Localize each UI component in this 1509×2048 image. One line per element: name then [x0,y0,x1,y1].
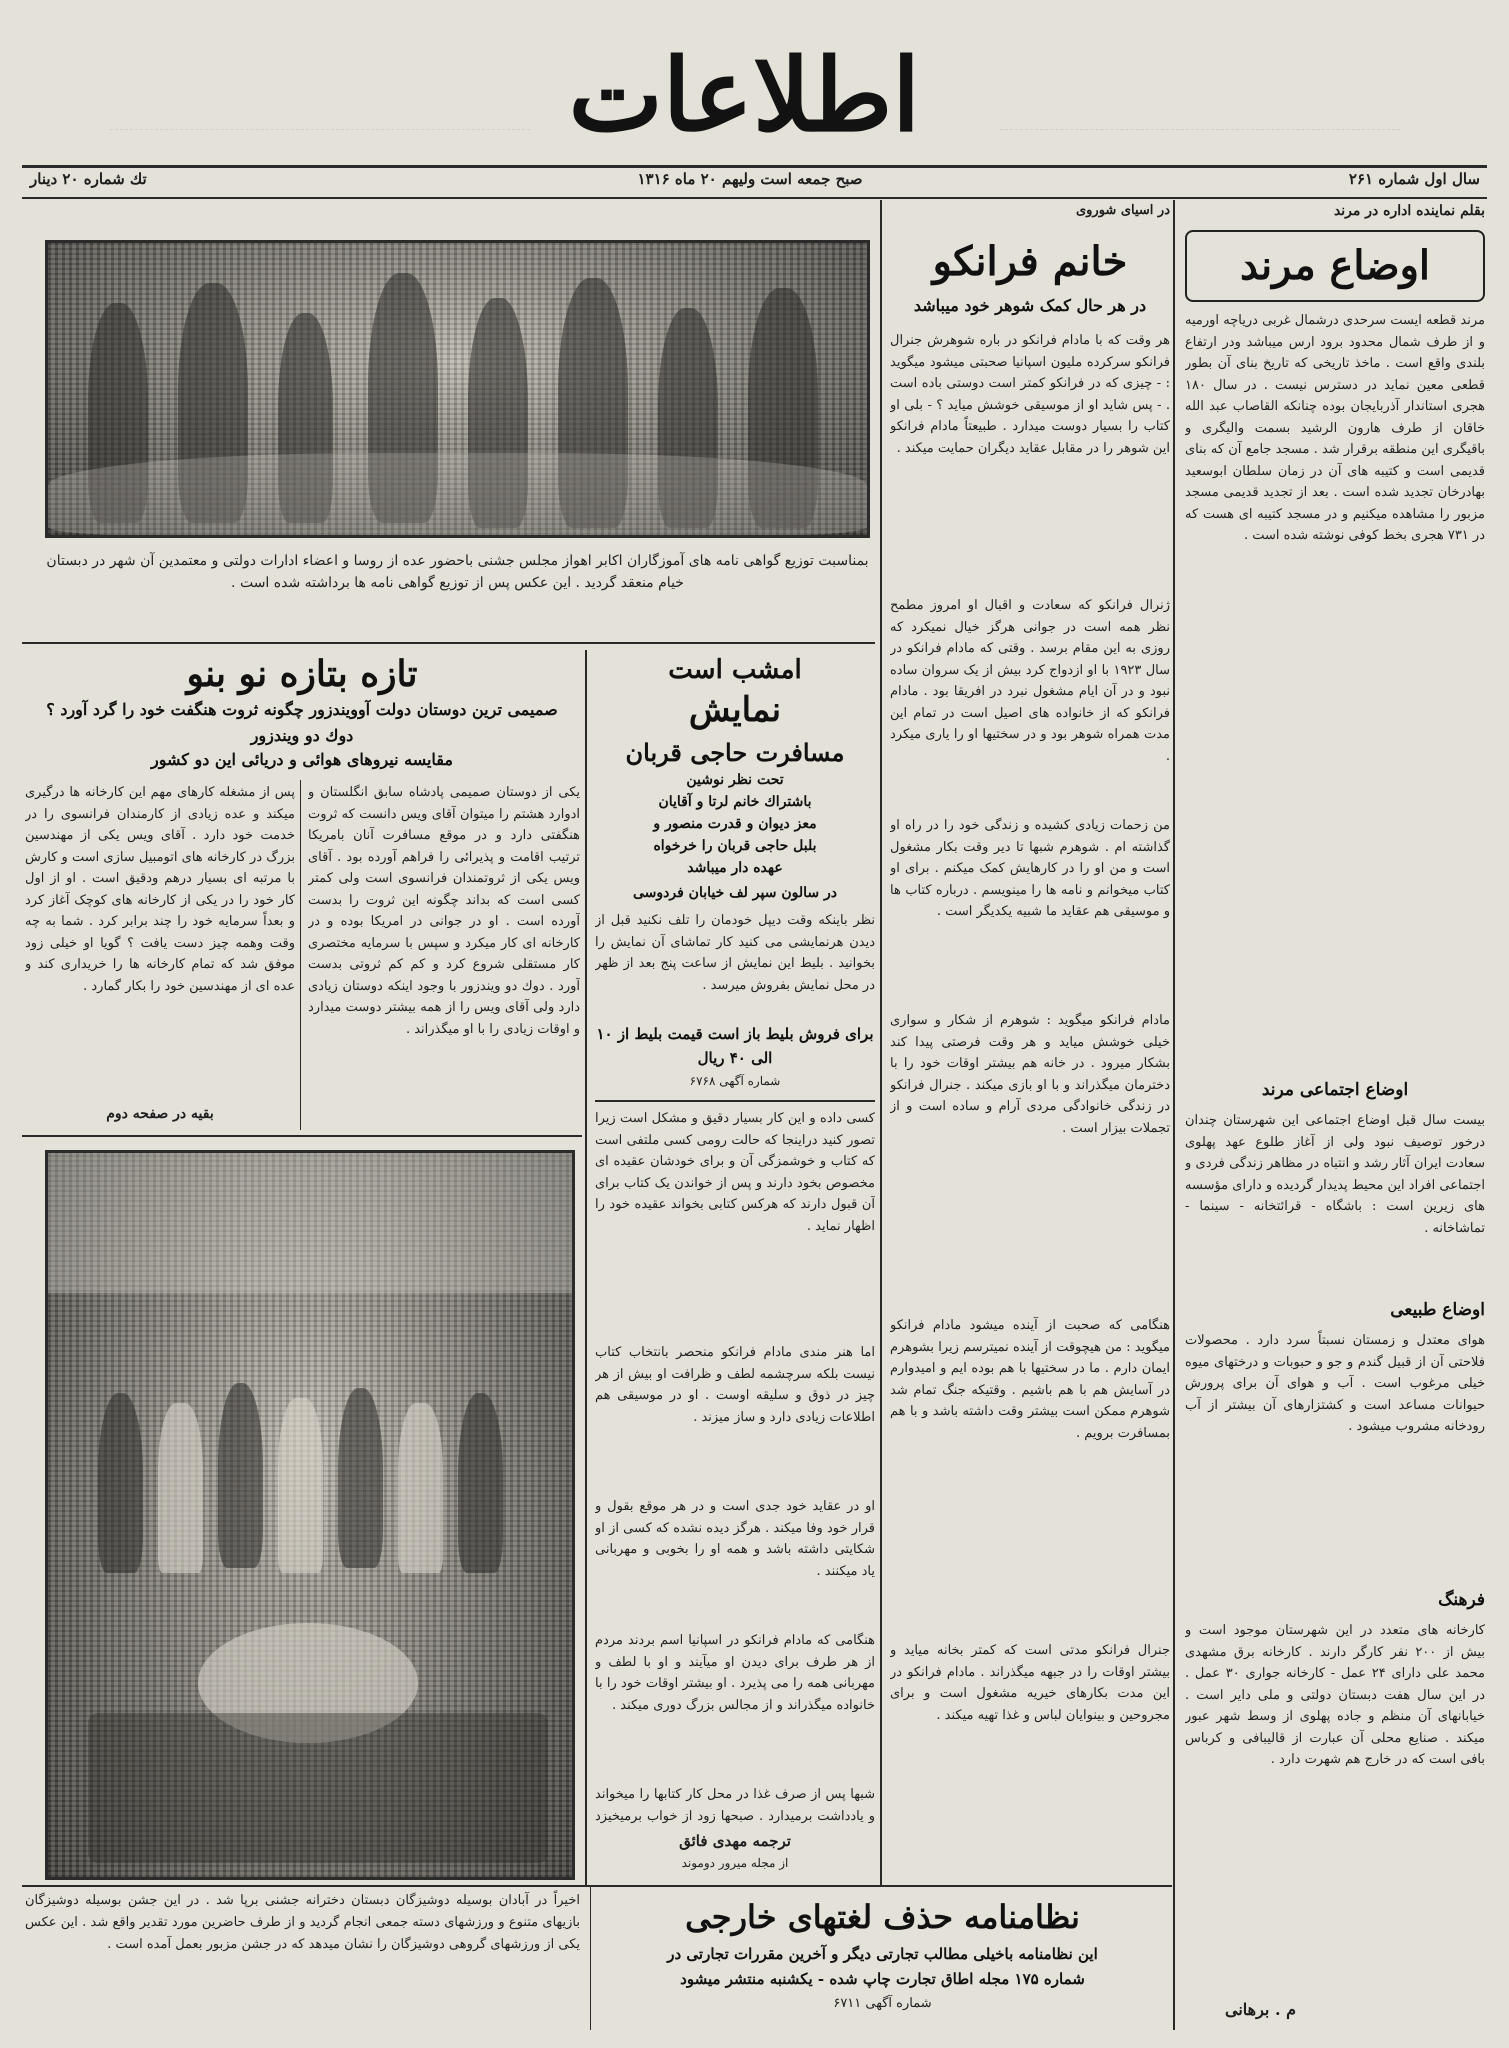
col-left-mid-body-4: هنگامی که مادام فرانکو در اسپانیا اسم بردند مردم از هر طرف برای دیدن او میآیند و او با لطف و مهربانی همه را می پذیرد . او بیشتر اوقات خود را با خانواده میگذراند و از مجالس بزرگ دوری میکند . [595,1633,875,1713]
col-right-body-1: مرند قطعه ایست سرحدی درشمال غربی دریاچه اورمیه و از طرف شمال محدود برود ارس میباشد ودر ارتفاع بلندی واقع است . ماخذ تاریخی که تاریخ بنای آن بطور قطعی معین نماید در دسترس نیست . در سال ۱۸۰ هجری استاندار آذربایجان بوده چنانکه القاصاب عبد الله خاقان از طرف هارون الرشید بسمت والیگری و باقیگری این منطقه برقرار شد . مسجد جامع آن که بنای قدیمی است و کتیبه های آن در زمان سلطان ابوسعید بهادرخان تجدید شده است . بعد از تجدید قدیمی مسجد مزبور را مشاهده میکنیم و در مسجد کتیبه ای هست که در ۷۳۱ هجری بخط کوفی نوشته شده است . [1185,313,1485,543]
column-rule-mid [880,200,882,1885]
masthead-rule-top [22,165,1487,168]
theatre-line-5: عهده دار میباشد [687,860,783,876]
col-mid-body-3: من زحمات زیادی کشیده و زندگی خود را در راه او گذاشته ام . شوهرم شبها تا دیر وقت بکار مشغول است و من او را در کارهایش کمک میکنم . برای او کتاب میخوانم و نامه ها را مینویسم . درباره کتاب ها و موسیقی هم عقاید ما شبیه یکدیگر است . [890,818,1170,919]
photo-schoolgirls-event [45,1150,575,1880]
news-rule-top [22,642,875,644]
col-right-sub-culture: فرهنگ [1438,1590,1485,1610]
col-mid-title: خانم فرانکو [932,238,1128,285]
theatre-line-2: باشتراك خانم لرتا و آقایان [658,794,812,810]
news-headline-3: مقایسه نیروهای هوائی و دریائی این دو کشور [151,750,453,769]
news-continued: بقیه در صفحه دوم [106,1106,214,1122]
news-col-left: پس از مشغله کارهای مهم این کارخانه ها درگیری میکند و عده زیادی از کارمندان فرانسوی را در خدمت خود دارد . آقای ویس یکی از مهندسین بزرگ در کارخانه های اتومبیل سازی است و کارش با مرتبه ای بسیار درهم ودقیق است . او از اول کار خود را در یکی از کارخانه های کوچک آغاز کرد و بعداً سرمایه خود را چند برابر کرد . شما به چه وقت وهمه چیز دست یافت ؟ گویا او خیلی زود موفق شد که تمام کارخانه ها را خریداری کند و عده ای از مهندسین خود را بکار گمارد . [25,785,295,994]
col-right-sub-nature: اوضاع طبیعی [1390,1300,1485,1320]
col-mid-body-6: جنرال فرانکو مدتی است که کمتر بخانه میاید و بیشتر اوقات را در جبهه میگذراند . مادام فرانکو در این مدت بکارهای خیریه مشغول است و برای مجروحین و بینوایان لباس و غذا تهیه میکند . [890,1643,1170,1723]
news-col-right: یکی از دوستان صمیمی پادشاه سابق انگلستان و ادوارد هشتم را میتوان آقای ویس دانست که ثروت هنگفتی دارد و در موقع مسافرت آنان بامریکا ترتیب اقامت و پذیرائی را فراهم آورده بود . آقای ویس یکی از ثروتمندان فرانسوی است ولی کمتر کسی است که بداند چگونه این ثروت را بدست آورده است . او در جوانی در امریکا بوده و در کارخانه ای کار میکرد و سپس با سرمایه مختصری کار مستقلی شروع کرد و کم کم ثروتی بدست آورد . دوك دو ویندزور با وجود اینکه دوستان زیادی دارد ولی آقای ویس را از همه بیشتر دوست میدارد و اوقات زیادی را با او میگذراند . [308,785,580,1037]
news-rule-bottom [22,1135,582,1137]
theatre-rule [595,1100,875,1102]
col-mid-body-5: هنگامی که صحبت از آینده میشود مادام فرانکو میگوید : من هیچوقت از آینده نمیترسم زیرا بشوهرم ایمان دارم . ما در سختیها با هم بوده ایم و امیدوارم در آسایش هم با هم باشیم . وقتیکه جنگ تمام شد شوهرم ممکن است بیشتر وقت داشته باشد و با هم بمسافرت برویم . [890,1318,1170,1441]
col-right-body-3: هوای معتدل و زمستان نسبتاً سرد دارد . محصولات فلاحتی آن از قبیل گندم و جو و حبوبات و درختهای میوه خیلی مرغوب است . آب و هوای آن برای پرورش حیوانات مساعد است و کشتزارهای آن بیشتر از آب رودخانه مشروب میشود . [1185,1333,1485,1434]
masthead-price: تك شماره ۲۰ دینار [30,170,147,188]
theatre-kicker: امشب است [668,655,802,685]
theatre-line-3: معز دیوان و قدرت منصور و [653,816,817,832]
col-mid-subtitle: در هر حال کمک شوهر خود میباشد [913,296,1147,315]
faded-handwriting-left [110,60,530,130]
theatre-ticket-price: برای فروش بلیط باز است قیمت بلیط از ۱۰ الی ۴۰ ریال [596,1025,874,1067]
theatre-body: نظر باینکه وقت دیپل خودمان را تلف نکنید قبل از دیدن هرنمایشی می کنید کار تماشای آن نمایش را بخوانید . بلیط این نمایش از ساعت پنج بعد از ظهر در محل نمایش بفروش میرسد . [595,913,875,993]
photo-top-caption: بمناسبت توزیع گواهی نامه های آموزگاران اکابر اهواز مجلس جشنی باحضور عده از روسا و اعضاء ادارات دولتی و معتمدین آن شهر در دبستان خیام منعقد گردید . این عکس پس از توزیع گواهی نامه ها برداشته شده است . [46,553,869,591]
masthead-year-issue: سال اول شماره ۲۶۱ [1348,170,1480,188]
banner-ad-number: شماره آگهی ۶۷۱۱ [833,1996,932,2011]
banner-rule [590,1885,591,2030]
col-right-byline: بقلم نماینده اداره در مرند [1333,203,1485,219]
col-right-body-4: کارخانه های متعدد در این شهرستان موجود است و بیش از ۲۰۰ نفر کارگر دارند . کارخانه برق مشهدی محمد علی دارای ۲۴ عمل - کارخانه جواری ۳۰ عمل . در این سال هفت دبستان دولتی و ملی دایر است . خیابانهای آن منظم و جاده پهلوی از وسط شهر عبور میکند . صنایع محلی آن عبارت از قالیبافی و کرباس بافی است که در خارج هم شهرت دارد . [1185,1623,1485,1767]
column-rule-right [1173,200,1175,2030]
translator-source: از مجله میرور دوموند [681,1856,789,1870]
news-column-rule [300,780,301,1130]
bottom-rule [22,1885,1172,1887]
news-headline-1: صمیمی ترین دوستان دولت آوویندزور چگونه ثروت هنگفت خود را گرد آورد ؟ [46,700,558,719]
translator-name: ترجمه مهدی فائق [679,1832,791,1850]
news-headline-2: دوك دو ویندزور [250,726,354,745]
banner-line-1: این نظامنامه باخیلی مطالب تجارتی دیگر و آخرین مقررات تجارتی در [667,1945,1098,1963]
col-left-mid-body-2: اما هنر مندی مادام فرانکو منحصر بانتخاب کتاب نیست بلکه سرچشمه لطف و ظرافت او بیش از هر چیز در ذوق و سلیقه اوست . او در موسیقی هم اطلاعات زیادی دارد و ساز میزند . [595,1345,875,1425]
faded-handwriting-right [1000,50,1400,130]
news-title: تازه بتازه نو بنو [186,653,418,695]
col-mid-body-2: ژنرال فرانکو که سعادت و اقبال او امروز مطمح نظر همه است در جوانی هرگز خیال نمیکرد که روزی به این مقام برسد . وقتی که مادام فرانکو در سال ۱۹۲۳ با او ازدواج کرد بیش از یک سروان ساده نبود و در آن ایام مشغول نبرد در افریقا بود . مادام فرانکو که از خانواده های اصیل است در تمام این مدت همراه شوهر بود و در سختیها او را یاری میکرد . [890,598,1170,764]
masthead-rule-bottom [22,197,1487,199]
theatre-line-1: تحت نظر نوشین [686,772,784,788]
theatre-ad-number: شماره آگهی ۶۷۶۸ [689,1074,781,1088]
col-mid-body-1: هر وقت که با مادام فرانکو در باره شوهرش جنرال فرانکو سرکرده ملیون اسپانیا صحبتی میشود میگوید : - چیزی که در فرانکو کمتر است دوستی باده است . - پس شاید او از موسیقی خوشش میاید ؟ - بلی او کتاب را بسیار دوست میدارد . طبیعتاً مادام فرانکو این شوهر را در مقابل عقاید دیگران حمایت میکند . [890,333,1170,456]
theatre-venue: در سالون سپر لف خیابان فردوسی [633,885,837,901]
col-right-sub-social: اوضاع اجتماعی مرند [1261,1080,1409,1100]
banner-title: نظامنامه حذف لغتهای خارجی [685,1898,1080,1936]
col-left-mid-body-1: کسی داده و این کار بسیار دقیق و مشکل است زیرا تصور کنید دراینجا که حالت رومی کسی ملتفی است که کتاب و خوشمزگی آن و برای خودشان عقیده ای مخصوص بخود دارند و پس از خواندن یک کتاب برای آن قبول دارند که هرکس کتابی بخواند عقیده خود را اظهار نماید . [595,1111,875,1234]
masthead-title: اطلاعات [568,36,920,154]
theatre-play-name: مسافرت حاجی قربان [625,738,845,767]
photo-group-teachers [45,240,870,538]
col-right-title: اوضاع مرند [1185,230,1485,302]
col-left-mid-body-5: شبها پس از صرف غذا در محل کار کتابها را میخواند و یادداشت برمیدارد . صبحها زود از خواب برمیخیزد [595,1787,875,1824]
col-mid-kicker: در اسیای شوروی [1075,203,1170,218]
col-right-body-2: بیست سال قبل اوضاع اجتماعی این شهرستان چندان درخور توصیف نبود ولی از آغاز طلوع عهد پهلوی سعادت ایران آثار رشد و انتباه در مظاهر زندگی فردی و اجتماعی افراد این محیط پدیدار گردیده و دارای مؤسسه های زیرین است : باشگاه - قرائتخانه - سینما - تماشاخانه . [1185,1113,1485,1236]
col-right-signature: م . برهانی [1225,2000,1296,2019]
photo-bottom-caption: اخیراً در آبادان بوسیله دوشیزگان دبستان دخترانه جشنی برپا شد . در این جشن بوسیله دوشیزگان بازیهای متنوع و ورزشهای دسته جمعی انجام گردید و از طرف حاضرین مورد تقدیر واقع شد . این عکس یکی از ورزشهای گروهی دوشیزگان را نشان میدهد که در جشن مزبور بعمل آمده است . [25,1893,580,1952]
banner-line-2: شماره ۱۷۵ مجله اطاق تجارت چاپ شده - یکشنبه منتشر میشود [680,1970,1085,1988]
theatre-line-4: بلبل حاجی قربان را خرخواه [653,838,817,854]
column-rule-left-mid [585,650,587,1885]
col-left-mid-body-3: او در عقاید خود جدی است و در هر موقع بقول و قرار خود وفا میکند . هرگز دیده نشده که کسی از او شکایتی داشته باشد و همه او را بخوبی و مهربانی یاد میکنند . [595,1499,875,1579]
theatre-title: نمایش [688,690,782,730]
masthead-date: صبح جمعه است ولیهم ۲۰ ماه ۱۳۱۶ [637,170,863,188]
col-mid-body-4: مادام فرانکو میگوید : شوهرم از شکار و سواری خیلی خوشش میاید و هر وقت فرصتی پیدا کند بشکار میرود . در خانه هم بیشتر اوقات خود را با دخترمان میگذراند و با او بازی میکند . جنرال فرانکو در زندگی خانوادگی مردی آرام و ساده است و از تجملات بیزار است . [890,1013,1170,1136]
